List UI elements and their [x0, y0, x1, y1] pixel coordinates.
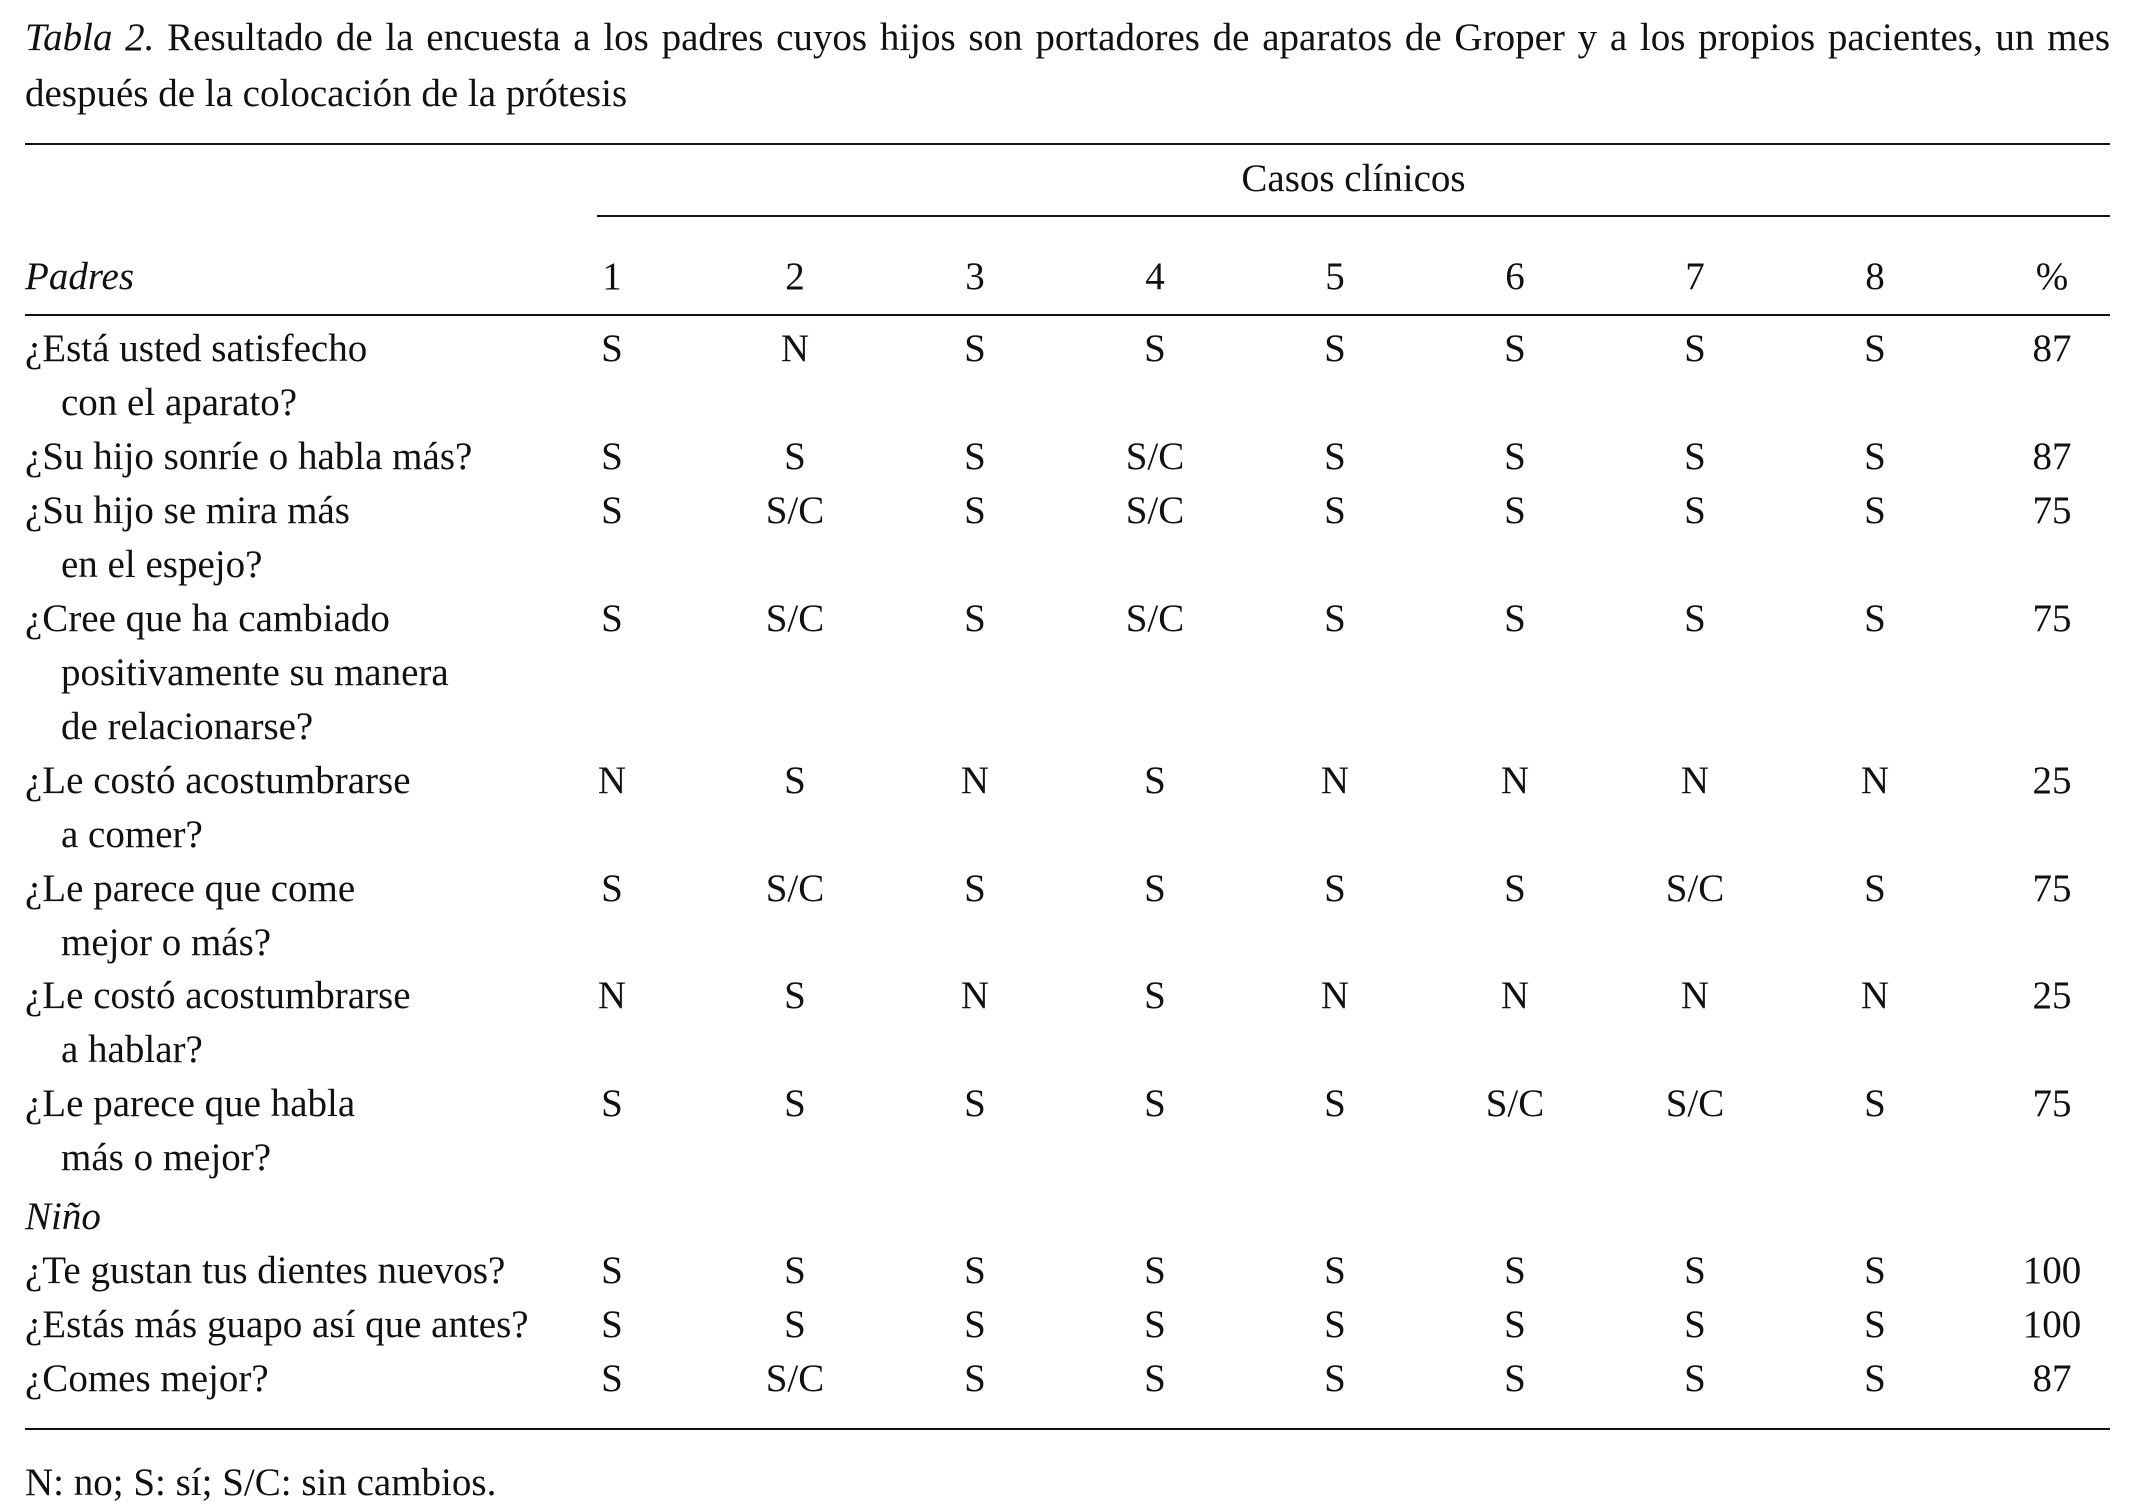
- case-cell: S: [1504, 1303, 1526, 1346]
- row-question: [25, 1077, 605, 1185]
- case-cell: S: [601, 489, 623, 532]
- row-question: [25, 592, 605, 754]
- case-cell: S: [601, 867, 623, 910]
- header-rule: [25, 314, 2110, 316]
- spanner-rule: [597, 215, 2110, 217]
- percent-cell: 100: [2022, 1303, 2082, 1346]
- case-cell: S: [964, 1249, 986, 1292]
- question-line: ¿Su hijo se mira más: [25, 489, 350, 532]
- row-question: [25, 1244, 605, 1298]
- case-cell: S: [1324, 327, 1346, 370]
- case-cell: S: [1864, 489, 1886, 532]
- question-continuation: en el espejo?: [61, 543, 263, 586]
- row-question: [25, 1352, 605, 1406]
- case-cell: S: [964, 597, 986, 640]
- column-spanner: Casos clínicos: [1241, 157, 1466, 200]
- bottom-rule: [25, 1428, 2110, 1430]
- case-cell: S: [1144, 1357, 1166, 1400]
- case-cell: S/C: [1665, 867, 1725, 910]
- question-line: ¿Te gustan tus dientes nuevos?: [25, 1249, 506, 1292]
- case-cell: S: [1684, 435, 1706, 478]
- case-cell: S: [1324, 1082, 1346, 1125]
- case-cell: S: [1144, 867, 1166, 910]
- case-cell: S: [1684, 1303, 1706, 1346]
- row-question: [25, 754, 605, 862]
- row-question: [25, 969, 605, 1077]
- case-cell: S: [1864, 435, 1886, 478]
- column-header: 6: [1505, 255, 1525, 298]
- case-cell: S: [1504, 327, 1526, 370]
- question-line: ¿Su hijo sonríe o habla más?: [25, 435, 473, 478]
- case-cell: S: [1864, 1303, 1886, 1346]
- case-cell: S: [601, 597, 623, 640]
- case-cell: N: [1680, 974, 1710, 1017]
- question-line: ¿Le parece que habla: [25, 1082, 356, 1125]
- case-cell: S: [964, 1357, 986, 1400]
- case-cell: S: [1144, 1303, 1166, 1346]
- column-header: 5: [1325, 255, 1345, 298]
- case-cell: S: [601, 1303, 623, 1346]
- case-cell: S: [784, 1303, 806, 1346]
- column-header: 8: [1865, 255, 1885, 298]
- table-caption: [25, 10, 2110, 122]
- question-line: ¿Está usted satisfecho: [25, 327, 368, 370]
- case-cell: S/C: [1665, 1082, 1725, 1125]
- case-cell: S: [1144, 974, 1166, 1017]
- case-cell: S: [1324, 489, 1346, 532]
- percent-cell: 75: [2032, 867, 2072, 910]
- case-cell: S/C: [765, 867, 825, 910]
- case-cell: S: [784, 1082, 806, 1125]
- case-cell: N: [960, 974, 990, 1017]
- case-cell: S: [1864, 597, 1886, 640]
- question-continuation: a comer?: [61, 813, 203, 856]
- case-cell: N: [1860, 759, 1890, 802]
- question-continuation: de relacionarse?: [61, 705, 314, 748]
- case-cell: S: [601, 1082, 623, 1125]
- case-cell: S: [601, 1357, 623, 1400]
- row-question: [25, 862, 605, 970]
- case-cell: S: [1144, 1082, 1166, 1125]
- percent-cell: 87: [2032, 1357, 2072, 1400]
- case-cell: S: [1684, 327, 1706, 370]
- case-cell: S: [1324, 867, 1346, 910]
- case-cell: S: [1504, 867, 1526, 910]
- caption-label: Tabla 2.: [25, 16, 155, 59]
- top-rule: [25, 143, 2110, 145]
- case-cell: S/C: [765, 489, 825, 532]
- case-cell: S: [964, 435, 986, 478]
- case-cell: S: [1864, 1357, 1886, 1400]
- case-cell: S/C: [1125, 597, 1185, 640]
- case-cell: S: [1504, 597, 1526, 640]
- case-cell: S: [601, 1249, 623, 1292]
- case-cell: S: [601, 327, 623, 370]
- case-cell: S: [1864, 867, 1886, 910]
- case-cell: S: [964, 489, 986, 532]
- question-continuation: con el aparato?: [61, 381, 298, 424]
- section-label-nino: Niño: [25, 1195, 101, 1238]
- percent-cell: 25: [2032, 759, 2072, 802]
- case-cell: S: [1504, 1357, 1526, 1400]
- row-question: [25, 1298, 605, 1352]
- column-header: 4: [1145, 255, 1165, 298]
- column-header: 7: [1685, 255, 1705, 298]
- question-continuation: mejor o más?: [61, 921, 272, 964]
- case-cell: S: [784, 974, 806, 1017]
- case-cell: S: [784, 759, 806, 802]
- case-cell: S: [1684, 1357, 1706, 1400]
- case-cell: S: [1144, 759, 1166, 802]
- case-cell: S: [964, 327, 986, 370]
- case-cell: S: [784, 1249, 806, 1292]
- case-cell: N: [1320, 974, 1350, 1017]
- question-continuation: positivamente su manera: [61, 651, 449, 694]
- case-cell: S: [1684, 489, 1706, 532]
- case-cell: S/C: [765, 597, 825, 640]
- percent-cell: 75: [2032, 1082, 2072, 1125]
- question-continuation: a hablar?: [61, 1028, 203, 1071]
- case-cell: S: [1324, 435, 1346, 478]
- case-cell: N: [1860, 974, 1890, 1017]
- case-cell: S: [1324, 1249, 1346, 1292]
- case-cell: N: [1320, 759, 1350, 802]
- case-cell: S: [1504, 489, 1526, 532]
- case-cell: N: [780, 327, 810, 370]
- percent-cell: 75: [2032, 597, 2072, 640]
- case-cell: S: [1504, 1249, 1526, 1292]
- case-cell: S: [1324, 1303, 1346, 1346]
- caption-text: Resultado de la encuesta a los padres cuyos hijos son portadores de aparatos de Groper y a los propios pacientes, un mes después de la colocación de la prótesis: [25, 16, 2110, 115]
- percent-cell: 87: [2032, 435, 2072, 478]
- question-line: ¿Estás más guapo así que antes?: [25, 1303, 529, 1346]
- case-cell: S: [1144, 327, 1166, 370]
- percent-cell: 100: [2022, 1249, 2082, 1292]
- question-line: ¿Le costó acostumbrarse: [25, 974, 411, 1017]
- case-cell: N: [597, 759, 627, 802]
- case-cell: S/C: [1125, 435, 1185, 478]
- question-continuation: más o mejor?: [61, 1136, 272, 1179]
- case-cell: S: [1864, 327, 1886, 370]
- question-line: ¿Comes mejor?: [25, 1357, 269, 1400]
- question-line: ¿Le parece que come: [25, 867, 356, 910]
- case-cell: S: [1504, 435, 1526, 478]
- case-cell: S: [1324, 597, 1346, 640]
- stub-header: Padres: [25, 255, 135, 298]
- case-cell: S: [1684, 597, 1706, 640]
- case-cell: S: [964, 1303, 986, 1346]
- case-cell: S: [1684, 1249, 1706, 1292]
- percent-cell: 87: [2032, 327, 2072, 370]
- column-header: %: [2035, 255, 2069, 298]
- case-cell: S: [1864, 1082, 1886, 1125]
- case-cell: S: [1144, 1249, 1166, 1292]
- case-cell: S: [1864, 1249, 1886, 1292]
- row-question: [25, 430, 605, 484]
- column-header: 2: [785, 255, 805, 298]
- case-cell: S: [601, 435, 623, 478]
- case-cell: S/C: [765, 1357, 825, 1400]
- percent-cell: 25: [2032, 974, 2072, 1017]
- case-cell: N: [597, 974, 627, 1017]
- case-cell: S: [964, 867, 986, 910]
- row-question: [25, 484, 605, 592]
- question-line: ¿Cree que ha cambiado: [25, 597, 390, 640]
- case-cell: S/C: [1125, 489, 1185, 532]
- case-cell: S/C: [1485, 1082, 1545, 1125]
- column-header: 3: [965, 255, 985, 298]
- row-question: [25, 322, 605, 430]
- case-cell: N: [960, 759, 990, 802]
- case-cell: N: [1500, 759, 1530, 802]
- percent-cell: 75: [2032, 489, 2072, 532]
- case-cell: S: [1324, 1357, 1346, 1400]
- case-cell: N: [1680, 759, 1710, 802]
- table-footnote: N: no; S: sí; S/C: sin cambios.: [25, 1461, 497, 1504]
- case-cell: N: [1500, 974, 1530, 1017]
- case-cell: S: [964, 1082, 986, 1125]
- column-header: 1: [602, 255, 622, 298]
- case-cell: S: [784, 435, 806, 478]
- question-line: ¿Le costó acostumbrarse: [25, 759, 411, 802]
